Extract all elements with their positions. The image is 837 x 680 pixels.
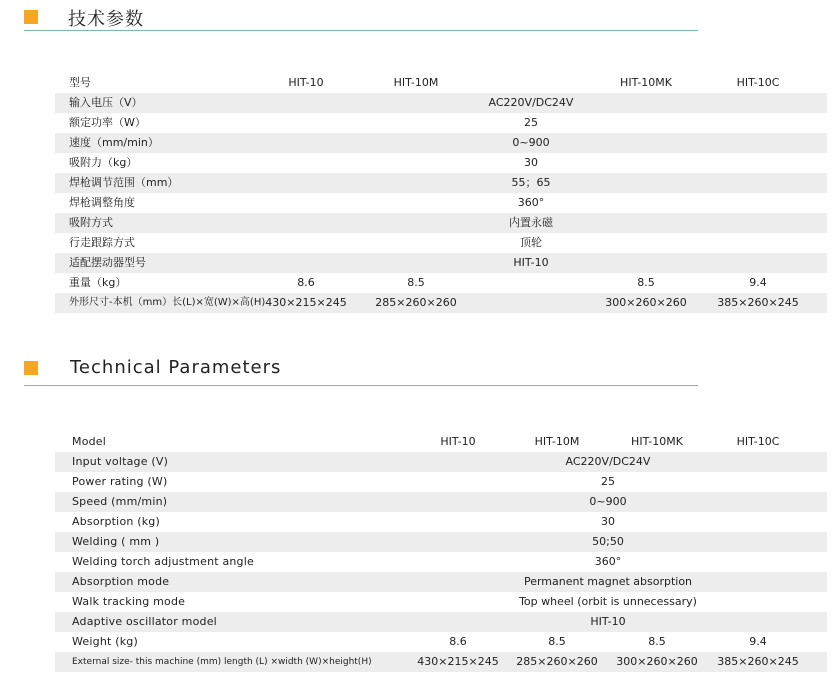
table-header-row — [55, 73, 827, 93]
row-label: 适配摆动器型号 — [69, 256, 146, 269]
row-value: 385×260×245 — [717, 296, 799, 309]
row-value: 285×260×260 — [375, 296, 457, 309]
row-value: 430×215×245 — [265, 296, 347, 309]
row-label: 速度（mm/min） — [69, 136, 159, 149]
row-value: 25 — [601, 475, 615, 488]
row-label: 吸附方式 — [69, 216, 113, 229]
row-label: Absorption mode — [72, 575, 170, 588]
row-label: Input voltage (V) — [72, 455, 169, 468]
section-marker-en — [24, 361, 38, 375]
spec-table-en — [55, 432, 827, 672]
row-value: AC220V/DC24V — [488, 96, 574, 109]
row-value: 内置永磁 — [509, 216, 553, 229]
row-value: 8.5 — [407, 276, 425, 289]
row-value: 300×260×260 — [616, 655, 698, 668]
table-row — [55, 133, 827, 153]
row-label: Speed (mm/min) — [72, 495, 168, 508]
table-row-weight — [55, 632, 827, 652]
row-label: Adaptive oscillator model — [72, 615, 217, 628]
header-model: HIT-10M — [393, 76, 439, 89]
table-row — [55, 193, 827, 213]
row-value: 0~900 — [512, 136, 550, 149]
row-label: 行走跟踪方式 — [69, 236, 135, 249]
section-title-zh: 技术参数 — [68, 9, 144, 30]
row-value: Permanent magnet absorption — [523, 575, 693, 588]
row-value: 8.5 — [637, 276, 655, 289]
row-value: AC220V/DC24V — [565, 455, 651, 468]
row-label: Welding ( mm ) — [72, 535, 160, 548]
row-value: 8.5 — [648, 635, 666, 648]
table-row — [55, 592, 827, 612]
row-label: Power rating (W) — [72, 475, 168, 488]
header-label: 型号 — [69, 76, 91, 89]
row-label: Weight (kg) — [72, 635, 138, 648]
row-label: 外形尺寸-本机（mm）长(L)×宽(W)×高(H) — [69, 297, 266, 308]
row-value: 430×215×245 — [417, 655, 499, 668]
row-label: Welding torch adjustment angle — [72, 555, 254, 568]
table-row — [55, 572, 827, 592]
table-row-size — [55, 293, 827, 313]
header-model: HIT-10C — [736, 435, 780, 448]
table-row — [55, 233, 827, 253]
section-marker-zh — [24, 10, 38, 24]
section-rule-en — [24, 385, 698, 386]
row-value: 8.6 — [449, 635, 467, 648]
table-row — [55, 452, 827, 472]
row-value: 0~900 — [589, 495, 627, 508]
row-label: Absorption (kg) — [72, 515, 160, 528]
row-value: 360° — [517, 196, 545, 209]
row-label: 重量（kg） — [69, 276, 127, 289]
table-row — [55, 552, 827, 572]
row-value: 50;50 — [592, 535, 624, 548]
section-title-en: Technical Parameters — [70, 357, 282, 378]
row-label: 额定功率（W） — [69, 116, 146, 129]
header-model: HIT-10MK — [620, 76, 672, 89]
row-value: 30 — [524, 156, 538, 169]
table-row — [55, 113, 827, 133]
table-row — [55, 532, 827, 552]
row-value: 25 — [524, 116, 538, 129]
header-model: HIT-10C — [736, 76, 780, 89]
header-label: Model — [72, 435, 107, 448]
row-value: 55；65 — [511, 176, 551, 189]
table-row — [55, 213, 827, 233]
row-value: 385×260×245 — [717, 655, 799, 668]
row-value: 30 — [601, 515, 615, 528]
header-model: HIT-10MK — [631, 435, 683, 448]
table-row — [55, 512, 827, 532]
header-model: HIT-10 — [288, 76, 324, 89]
row-value: Top wheel (orbit is unnecessary) — [519, 595, 697, 608]
row-label: External size- this machine (mm) length (L) ×width (W)×height(H) — [72, 657, 372, 667]
row-label: 焊枪调节范围（mm） — [69, 176, 179, 189]
table-row — [55, 153, 827, 173]
section-rule-zh — [24, 30, 698, 31]
table-row — [55, 492, 827, 512]
header-model: HIT-10 — [440, 435, 476, 448]
table-row-weight — [55, 273, 827, 293]
table-header-row — [55, 432, 827, 452]
header-model: HIT-10M — [534, 435, 580, 448]
row-label: 吸附力（kg） — [69, 156, 138, 169]
row-value: 300×260×260 — [605, 296, 687, 309]
row-label: Walk tracking mode — [72, 595, 186, 608]
row-value: 顶轮 — [520, 236, 542, 249]
row-value: HIT-10 — [513, 256, 549, 269]
table-row — [55, 173, 827, 193]
table-row — [55, 612, 827, 632]
row-value: 285×260×260 — [516, 655, 598, 668]
row-label: 输入电压（V） — [69, 96, 143, 109]
row-value: 9.4 — [749, 635, 767, 648]
row-value: 8.6 — [297, 276, 315, 289]
row-value: 9.4 — [749, 276, 767, 289]
table-row — [55, 93, 827, 113]
table-row — [55, 472, 827, 492]
row-value: 8.5 — [548, 635, 566, 648]
row-value: HIT-10 — [590, 615, 626, 628]
row-value: 360° — [594, 555, 622, 568]
table-row-size — [55, 652, 827, 672]
table-row — [55, 253, 827, 273]
spec-table-zh — [55, 73, 827, 313]
row-label: 焊枪调整角度 — [69, 196, 135, 209]
